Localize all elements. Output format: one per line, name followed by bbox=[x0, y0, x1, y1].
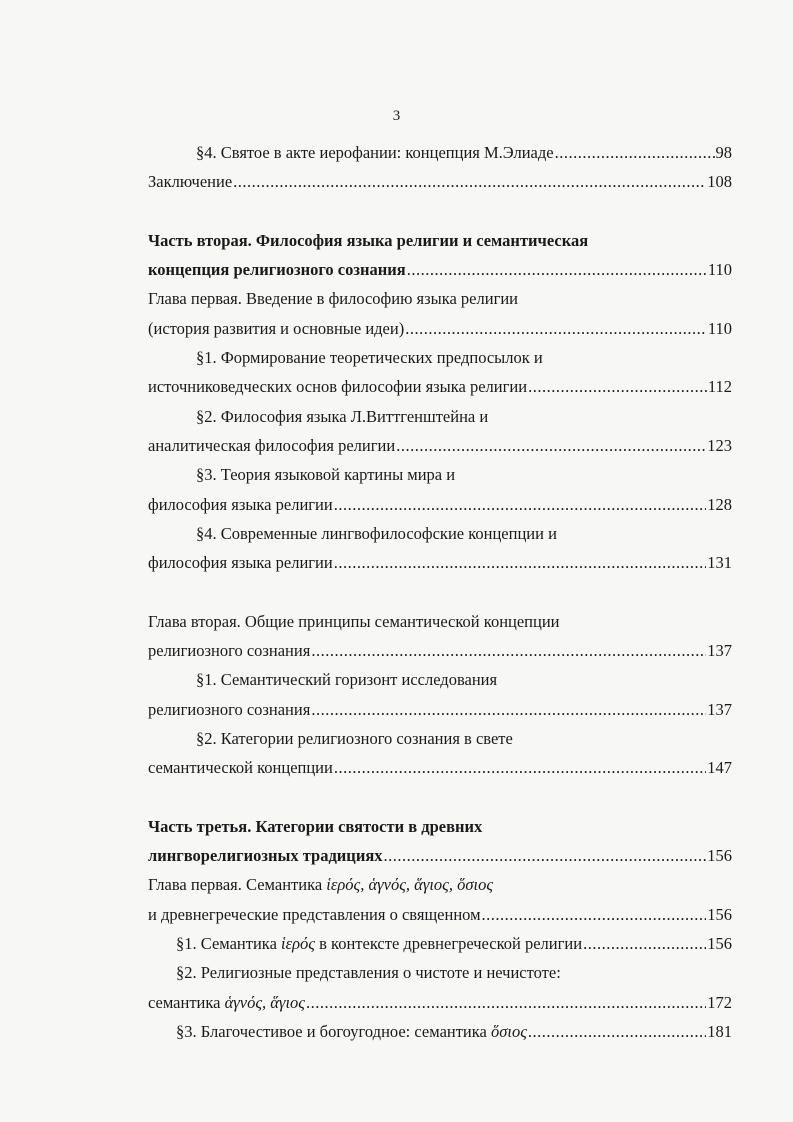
toc-entry-title: §4. Святое в акте иерофании: концепция М.Элиаде bbox=[196, 143, 554, 162]
toc-text: семантика bbox=[148, 992, 221, 1012]
toc-entry-title: семантической концепции bbox=[148, 758, 333, 778]
leader-dots bbox=[396, 431, 706, 460]
leader-dots bbox=[407, 255, 707, 284]
toc-entry-page: 156 bbox=[707, 934, 732, 954]
toc-entry-title bbox=[176, 1017, 527, 1046]
toc-entry-page: 110 bbox=[707, 318, 732, 338]
section-heading: §3. Теория языковой картины мира и bbox=[196, 465, 456, 485]
toc-entry bbox=[148, 841, 732, 870]
part-heading: Часть вторая. Философия языка религии и семантическая bbox=[148, 230, 589, 250]
toc-entry bbox=[148, 900, 732, 929]
leader-dots bbox=[528, 372, 707, 401]
toc-entry bbox=[148, 167, 732, 196]
toc-entry-title: религиозного сознания bbox=[148, 641, 311, 661]
chapter-heading: Глава первая. Введение в философию языка религии bbox=[148, 289, 519, 309]
toc-entry-title: аналитическая философия религии bbox=[148, 435, 396, 455]
part-heading: Часть третья. Категории святости в древних bbox=[148, 816, 483, 836]
toc-entry bbox=[148, 548, 732, 577]
leader-dots bbox=[311, 636, 706, 665]
section-heading: §2. Философия языка Л.Виттгенштейна и bbox=[196, 406, 489, 426]
chapter-heading bbox=[148, 870, 732, 899]
toc-entry-page: 110 bbox=[707, 260, 732, 280]
greek-terms: ἁγνός, ἅγιος bbox=[224, 992, 305, 1012]
leader-dots bbox=[583, 929, 706, 958]
toc-entry-page: 156 bbox=[707, 904, 732, 924]
toc-text: §1. Семантика bbox=[176, 934, 277, 954]
greek-term: ὅσιος bbox=[490, 1021, 527, 1041]
leader-dots bbox=[311, 695, 706, 724]
section-heading: §2. Категории религиозного сознания в свете bbox=[196, 728, 513, 748]
leader-dots bbox=[528, 1017, 706, 1046]
section-heading: §4. Современные лингвофилософские концепции и bbox=[196, 523, 557, 543]
toc-entry-page: 128 bbox=[707, 494, 732, 514]
toc-entry-title: философия языка религии bbox=[148, 494, 333, 514]
toc-entry bbox=[148, 1017, 732, 1046]
toc-entry-title bbox=[148, 988, 305, 1017]
leader-dots bbox=[233, 167, 706, 196]
toc-entry-title: Заключение bbox=[148, 172, 233, 192]
toc-entry-page: 131 bbox=[707, 553, 732, 573]
leader-dots bbox=[334, 490, 707, 519]
toc-entry bbox=[148, 138, 732, 167]
toc-entry-page: 147 bbox=[707, 758, 732, 778]
chapter-heading-text: Глава первая. Семантика bbox=[148, 875, 323, 895]
leader-dots bbox=[334, 753, 706, 782]
leader-dots bbox=[555, 138, 715, 167]
toc-entry bbox=[148, 314, 732, 343]
part-heading-cont: концепция религиозного сознания bbox=[148, 260, 406, 280]
toc-entry-page: 123 bbox=[707, 435, 732, 455]
toc-entry bbox=[148, 255, 732, 284]
toc-text: в контексте древнегреческой религии bbox=[319, 934, 583, 954]
toc-entry bbox=[148, 929, 732, 958]
toc-entry-page: 108 bbox=[707, 172, 732, 192]
toc-entry-page: 137 bbox=[707, 641, 732, 661]
toc-entry bbox=[148, 490, 732, 519]
greek-terms: ἱερός, ἁγνός, ἅγιος, ὅσιος bbox=[326, 875, 494, 895]
toc-entry-page: 112 bbox=[707, 377, 732, 397]
page-number: 3 bbox=[392, 108, 401, 124]
toc-entry-title: и древнегреческие представления о священном bbox=[148, 904, 481, 924]
toc-entry-page: 172 bbox=[707, 992, 732, 1012]
toc-entry-page: 181 bbox=[707, 1021, 732, 1041]
table-of-contents bbox=[148, 138, 732, 1046]
section-heading: §2. Религиозные представления о чистоте и нечистоте: bbox=[176, 963, 561, 983]
toc-entry-title: источниковедческих основ философии языка религии bbox=[148, 377, 528, 397]
leader-dots bbox=[482, 900, 707, 929]
chapter-heading: Глава вторая. Общие принципы семантической концепции bbox=[148, 611, 560, 631]
part-heading-cont: лингворелигиозных традициях bbox=[148, 846, 383, 866]
toc-entry bbox=[148, 431, 732, 460]
toc-text: §3. Благочестивое и богоугодное: семантика bbox=[176, 1021, 487, 1041]
toc-entry bbox=[148, 753, 732, 782]
toc-entry bbox=[148, 988, 732, 1017]
toc-entry bbox=[148, 372, 732, 401]
toc-entry bbox=[148, 636, 732, 665]
toc-entry-title: философия языка религии bbox=[148, 553, 333, 573]
leader-dots bbox=[384, 841, 707, 870]
leader-dots bbox=[306, 988, 706, 1017]
toc-entry-page: 137 bbox=[707, 699, 732, 719]
leader-dots bbox=[405, 314, 707, 343]
toc-entry bbox=[148, 695, 732, 724]
leader-dots bbox=[334, 548, 707, 577]
section-heading: §1. Формирование теоретических предпосылок и bbox=[196, 348, 543, 368]
toc-entry-page: 156 bbox=[707, 846, 732, 866]
toc-entry-title: (история развития и основные идеи) bbox=[148, 318, 405, 338]
toc-entry-page: 98 bbox=[715, 143, 732, 162]
toc-entry-title bbox=[176, 929, 582, 958]
greek-term: ἱερός bbox=[281, 934, 315, 954]
section-heading: §1. Семантический горизонт исследования bbox=[196, 670, 498, 690]
toc-entry-title: религиозного сознания bbox=[148, 699, 311, 719]
